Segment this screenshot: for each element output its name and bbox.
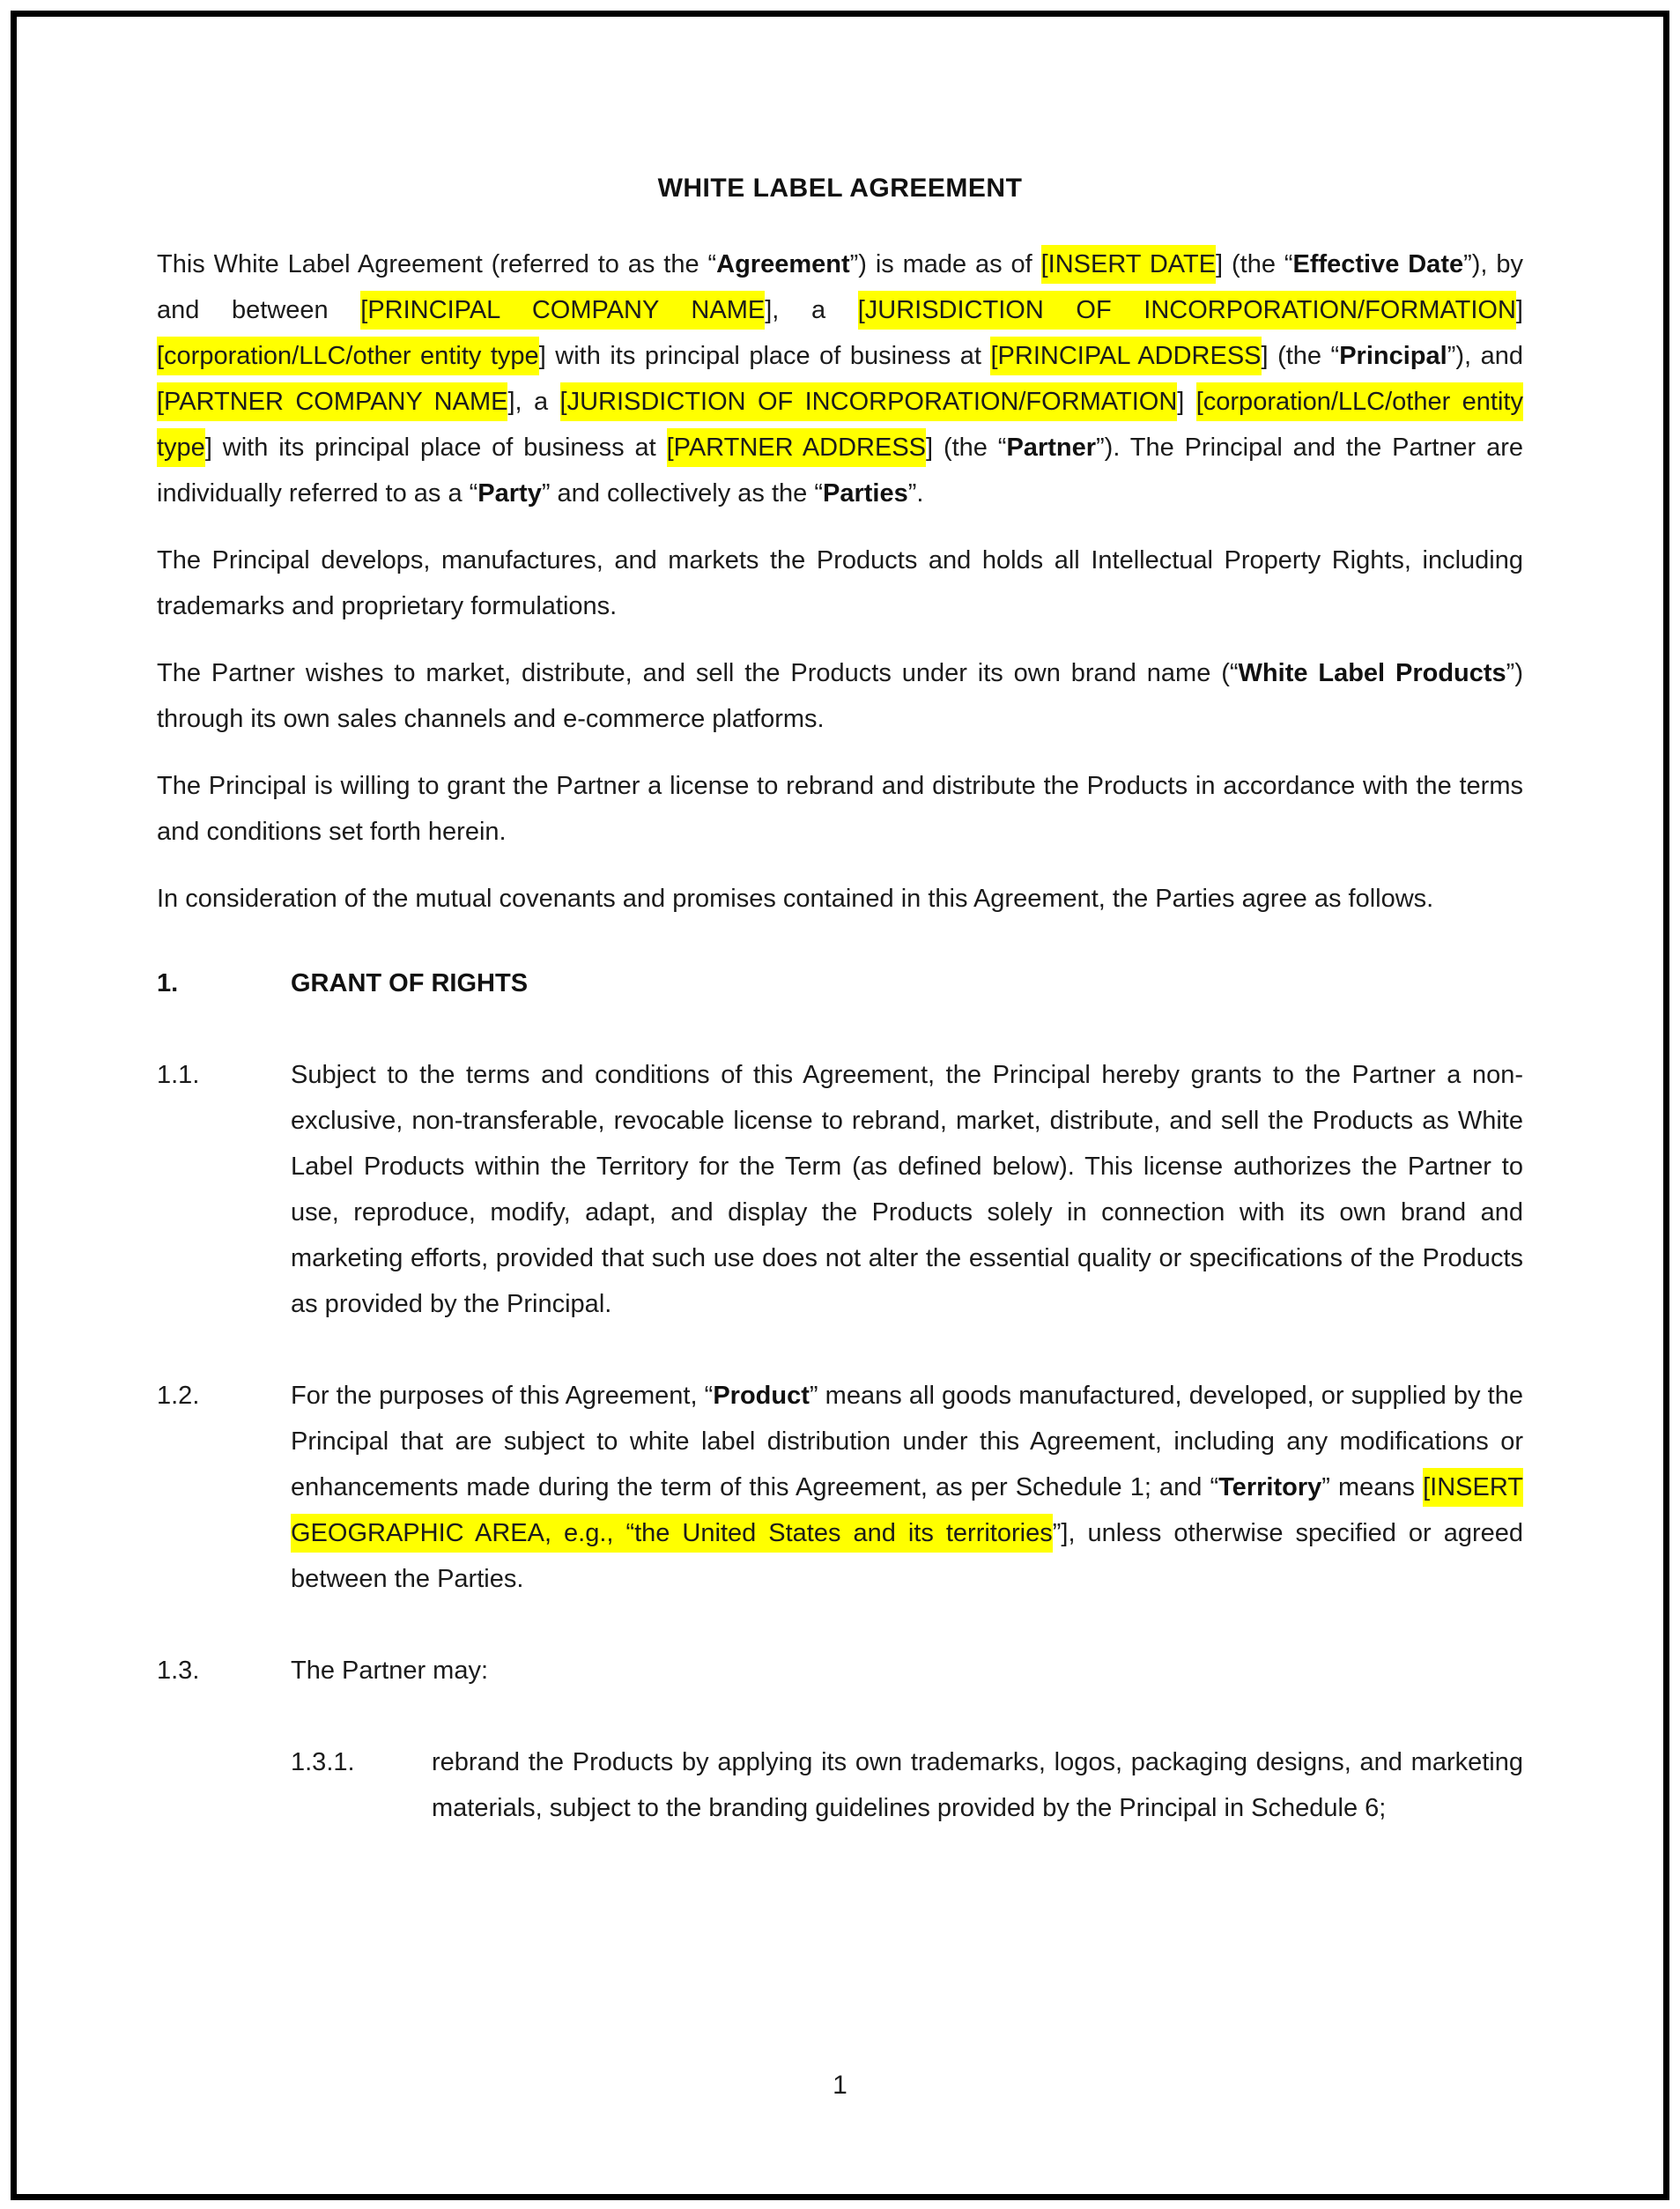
text-run: The Principal develops, manufactures, and markets the Products and holds all Intellectual Property Rights, including trademarks and proprietary formulations.	[157, 546, 1523, 620]
document-title: WHITE LABEL AGREEMENT	[657, 174, 1023, 203]
highlighted-placeholder: [JURISDICTION OF INCORPORATION/FORMATION	[858, 291, 1516, 330]
text-run: ” means	[1321, 1473, 1424, 1501]
bold-defined-term: Effective Date	[1292, 250, 1464, 278]
text-run: ”], unless otherwise specified or agreed between the Parties.	[291, 1519, 1524, 1593]
highlighted-placeholder: [PARTNER ADDRESS	[667, 428, 926, 467]
text-run: ] (the “	[1216, 250, 1293, 278]
highlighted-placeholder: [PARTNER COMPANY NAME	[157, 382, 507, 421]
clause-text	[291, 1052, 1523, 1327]
highlighted-placeholder: [INSERT GEOGRAPHIC AREA, e.g., “the United States and its territories	[291, 1468, 1523, 1553]
text-run: ]	[1515, 296, 1523, 324]
clause-1-3	[157, 1648, 1523, 1694]
bold-defined-term: Agreement	[716, 250, 850, 278]
clause-1-3-1	[291, 1739, 1523, 1831]
highlighted-placeholder: [JURISDICTION OF INCORPORATION/FORMATION	[560, 382, 1178, 421]
consideration-paragraph	[157, 876, 1523, 922]
highlighted-placeholder: [PRINCIPAL COMPANY NAME	[360, 291, 765, 330]
text-run: The Partner wishes to market, distribute, and sell the Products under its own brand name (“	[157, 659, 1239, 687]
text-run: ” and collectively as the “	[541, 479, 823, 508]
bold-defined-term: Product	[713, 1382, 810, 1410]
text-run: The Partner may:	[291, 1657, 489, 1685]
text-run: ], a	[765, 296, 858, 324]
text-run: ]	[1177, 388, 1196, 416]
text-run: ] with its principal place of business at	[538, 342, 991, 370]
text-run: ] (the “	[1261, 342, 1340, 370]
highlighted-placeholder: [INSERT DATE	[1041, 245, 1216, 284]
section-number: 1.	[157, 969, 179, 997]
intro-paragraph	[157, 241, 1523, 516]
clause-text	[291, 1373, 1523, 1602]
highlighted-placeholder: [corporation/LLC/other entity type	[157, 337, 539, 375]
clause-text	[432, 1739, 1523, 1831]
bold-defined-term: Parties	[823, 479, 908, 508]
recital-paragraph-license	[157, 763, 1523, 855]
text-run: This White Label Agreement (referred to as the “	[157, 250, 717, 278]
bold-defined-term: White Label Products	[1238, 659, 1506, 687]
recital-paragraph-principal	[157, 537, 1523, 629]
section-1-heading	[157, 960, 1523, 1006]
bold-defined-term: Principal	[1339, 342, 1447, 370]
highlighted-placeholder: [PRINCIPAL ADDRESS	[990, 337, 1261, 375]
highlighted-placeholder: [corporation/LLC/other entity type	[157, 382, 1523, 467]
bold-defined-term: Party	[477, 479, 542, 508]
section-heading-label: GRANT OF RIGHTS	[291, 969, 529, 997]
clause-number: 1.3.1.	[291, 1748, 355, 1776]
clause-text	[291, 1648, 1523, 1694]
text-run: rebrand the Products by applying its own trademarks, logos, packaging designs, and marketing materials, subject to the branding guidelines provided by the Principal in Schedule 6;	[432, 1748, 1523, 1822]
text-run: ], a	[507, 388, 560, 416]
bold-defined-term: Partner	[1006, 434, 1097, 462]
recital-paragraph-partner	[157, 650, 1523, 742]
bold-defined-term: Territory	[1218, 1473, 1322, 1501]
text-run: In consideration of the mutual covenants and promises contained in this Agreement, the Parties agree as follows.	[157, 885, 1434, 913]
clause-number: 1.3.	[157, 1657, 200, 1685]
page-number: 1	[833, 2071, 847, 2100]
document-content	[157, 166, 1523, 1877]
text-run: ”) is made as of	[849, 250, 1041, 278]
text-run: ”), and	[1447, 342, 1523, 370]
text-run: ] (the “	[926, 434, 1007, 462]
clause-number: 1.2.	[157, 1382, 200, 1410]
text-run: The Principal is willing to grant the Partner a license to rebrand and distribute the Products in accordance with the terms and conditions set forth herein.	[157, 772, 1523, 846]
text-run: ”.	[907, 479, 924, 508]
text-run: ”) through its own sales channels and e-commerce platforms.	[157, 659, 1523, 733]
text-run: ” means all goods manufactured, developed, or supplied by the Principal that are subject to white label distribution under this Agreement, including any modifications or enhancements made during the term of this Agreement, as per Schedule 1; and “	[291, 1382, 1523, 1501]
clause-1-2	[157, 1373, 1523, 1602]
text-run: For the purposes of this Agreement, “	[291, 1382, 714, 1410]
text-run: ] with its principal place of business at	[204, 434, 667, 462]
text-run: ”), by and between	[157, 250, 1523, 324]
text-run: Subject to the terms and conditions of this Agreement, the Principal hereby grants to the Partner a non-exclusive, non-transferable, revocable license to rebrand, market, distribute, and sell the Products as White Label Products within the Territory for the Term (as defined below). This license authorizes the Partner to use, reproduce, modify, adapt, and display the Products solely in connection with its own brand and marketing efforts, provided that such use does not alter the essential quality or specifications of the Products as provided by the Principal.	[291, 1061, 1523, 1318]
clause-1-1	[157, 1052, 1523, 1327]
text-run: ”). The Principal and the Partner are individually referred to as a “	[157, 434, 1523, 508]
clause-number: 1.1.	[157, 1061, 200, 1089]
